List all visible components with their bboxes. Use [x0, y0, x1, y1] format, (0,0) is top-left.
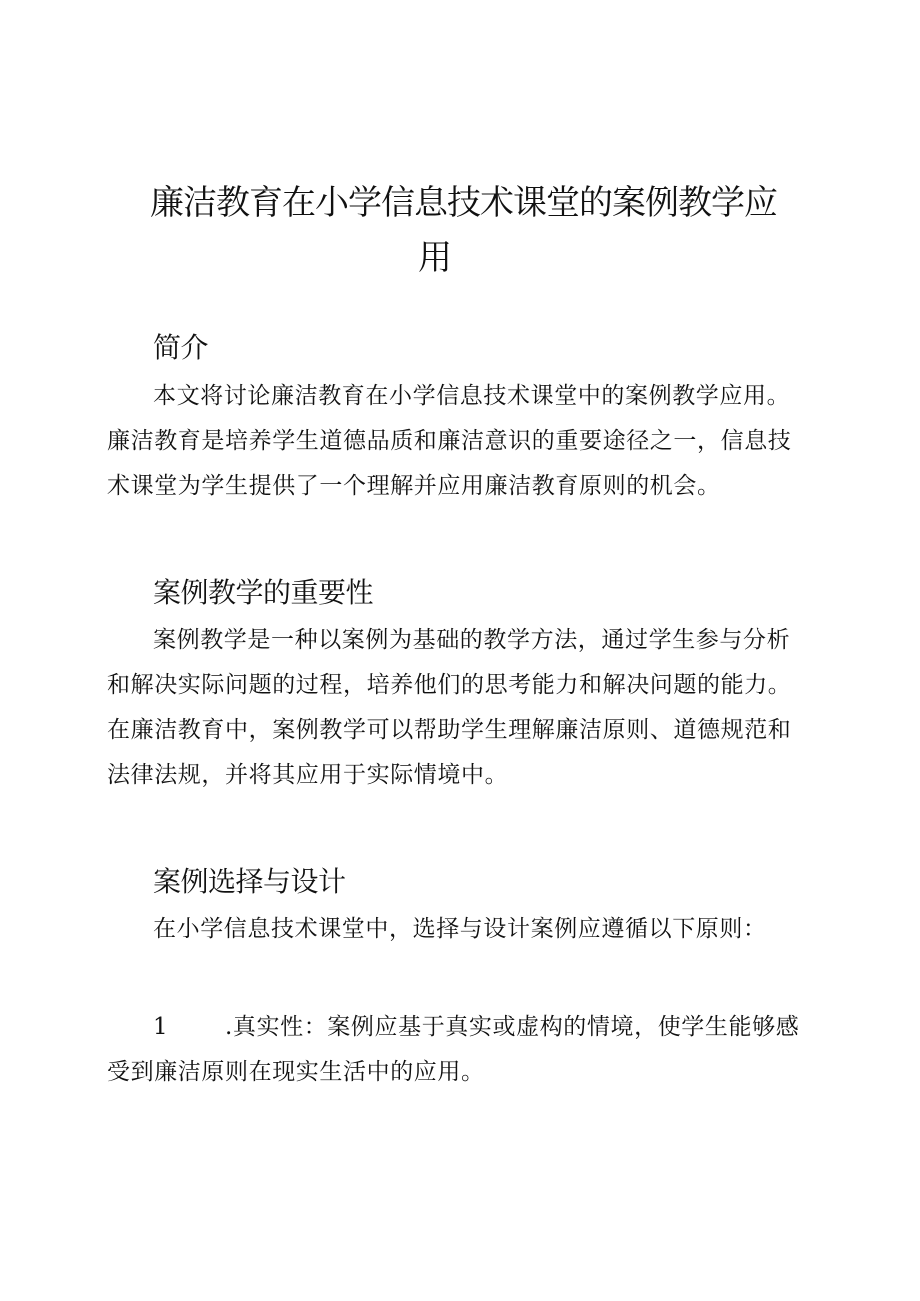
title-line-2: 用 [418, 238, 451, 278]
section-paragraph-selection: 在小学信息技术课堂中，选择与设计案例应遵循以下原则： [153, 916, 767, 942]
title-line-1: 廉洁教育在小学信息技术课堂的案例教学应 [150, 183, 777, 223]
section-paragraph-importance: 案例教学是一种以案例为基础的教学方法，通过学生参与分析和解决实际问题的过程，培养他们的思考能力和解决问题的能力。在廉洁教育中，案例教学可以帮助学生理解廉洁原则、道德规范和法律法规，并将其应用于实际情境中。 [107, 627, 792, 788]
list-item-text: .真实性：案例应基于真实或虚构的情境，使学生能够感受到廉洁原则在现实生活中的应用。 [107, 1014, 800, 1085]
section-heading-importance: 案例教学的重要性 [153, 576, 374, 609]
section-paragraph-intro: 本文将讨论廉洁教育在小学信息技术课堂中的案例教学应用。廉洁教育是培养学生道德品质和廉洁意识的重要途径之一，信息技术课堂为学生提供了一个理解并应用廉洁教育原则的机会。 [107, 383, 792, 499]
section-heading-selection: 案例选择与设计 [153, 865, 346, 898]
document-title [150, 176, 810, 286]
list-item-number: 1 [153, 1014, 169, 1040]
list-item [107, 1005, 813, 1095]
section-heading-intro: 简介 [153, 331, 209, 364]
